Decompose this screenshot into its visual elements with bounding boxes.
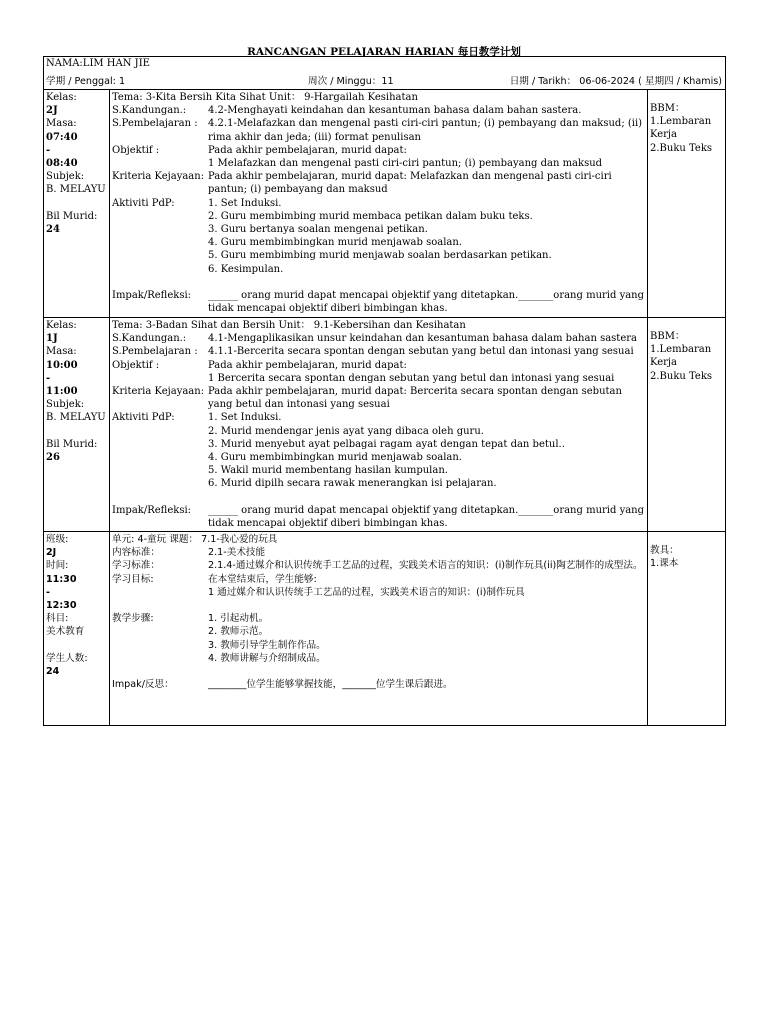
detail-row [112, 249, 645, 262]
pupil-count-label: Bil Murid: [46, 210, 98, 222]
detail-value: 3. Murid menyebut ayat pelbagai ragam ayat dengan tepat dan betul.. [208, 438, 565, 450]
detail-value: 6. Kesimpulan. [208, 263, 284, 275]
detail-value: 4. Guru membimbingkan murid menjawab soalan. [208, 237, 462, 249]
detail-value: 2. 教师示范。 [208, 626, 269, 638]
detail-value: 1 Melafazkan dan mengenal pasti ciri-ciri pantun; (i) pembayang dan maksud [208, 158, 603, 170]
time-label: Masa: [46, 118, 77, 130]
detail-value: 4.1.1-Bercerita secara spontan dengan sebutan yang betul dan intonasi yang sesuai [208, 346, 634, 358]
detail-row [112, 586, 645, 599]
time-end: 08:40 [46, 158, 78, 170]
detail-label [112, 210, 208, 223]
teaching-aid-item: 2.Buku Teks [650, 142, 713, 154]
teaching-aid-item: BBM： [650, 331, 685, 342]
teaching-aids [648, 318, 725, 531]
detail-label [112, 236, 208, 249]
time-start: 11:30 [46, 573, 77, 585]
detail-row [112, 197, 645, 210]
detail-row [112, 345, 645, 358]
detail-label [112, 425, 208, 438]
detail-value: 2.1-美术技能 [208, 547, 266, 559]
lesson-plan-sheet [43, 56, 726, 726]
week: 周次 / Minggu：11 [308, 76, 394, 87]
teaching-aid-item: 1.Lembaran Kerja [650, 116, 712, 141]
detail-label [112, 599, 208, 612]
detail-row [112, 438, 645, 451]
term: 学期 / Penggal: 1 [46, 76, 126, 87]
detail-row [112, 652, 645, 665]
teaching-aids [648, 532, 725, 725]
detail-label [112, 372, 208, 385]
detail-label: Aktiviti PdP: [112, 197, 175, 209]
detail-value: 3. 教师引导学生制作作品。 [208, 639, 326, 651]
date: 日期 / Tarikh： 06-06-2024 ( 星期四 / Khamis) [509, 76, 722, 87]
detail-label: 学习标准： [112, 560, 160, 572]
time-start: 07:40 [46, 131, 78, 143]
detail-row [112, 385, 645, 411]
pupil-count-label: Bil Murid: [46, 438, 98, 450]
detail-value: 在本堂结束后，学生能够: [208, 573, 317, 585]
reflection-label: Impak/Refleksi: [112, 504, 192, 516]
class-info [44, 318, 110, 531]
teaching-aid-item: 1.课本 [650, 558, 679, 570]
detail-value: 5. Guru membimbing murid menjawab soalan berdasarkan petikan. [208, 250, 552, 262]
lesson-details [110, 318, 648, 531]
detail-row [112, 625, 645, 638]
reflection-row [112, 504, 645, 530]
detail-row [112, 359, 645, 372]
detail-label [112, 223, 208, 236]
detail-label: S.Pembelajaran : [112, 118, 198, 130]
detail-value: 2. Murid mendengar jenis ayat yang dibaca oleh guru. [208, 425, 484, 437]
detail-row [112, 425, 645, 438]
teaching-aid-item: 2.Buku Teks [650, 370, 713, 382]
detail-label: S.Pembelajaran : [112, 346, 198, 358]
reflection-text: ______ orang murid dapat mencapai objektif yang ditetapkan._______orang murid yang tidak mencapai objektif diberi bimbingan khas. [208, 290, 645, 315]
detail-row [112, 612, 645, 625]
detail-value: 3. Guru bertanya soalan mengenai petikan. [208, 224, 428, 236]
detail-row [112, 223, 645, 236]
class-label: 班级: [46, 534, 69, 545]
lesson-details [110, 90, 648, 317]
detail-label: Kriteria Kejayaan: [112, 171, 205, 183]
subject-label: 科目: [46, 613, 69, 625]
time-dash: - [46, 372, 51, 384]
detail-value: 4. Guru membimbingkan murid menjawab soalan. [208, 452, 462, 464]
detail-row [112, 263, 645, 276]
detail-label: Objektif : [112, 144, 160, 156]
time-start: 10:00 [46, 359, 78, 371]
detail-row [112, 411, 645, 424]
subject-label: Subjek: [46, 171, 85, 183]
class-value: 2J [46, 547, 57, 559]
detail-value [208, 599, 645, 612]
detail-row [112, 639, 645, 652]
detail-label: Objektif : [112, 359, 160, 371]
class-value: 1J [46, 333, 58, 345]
detail-label [112, 263, 208, 276]
lesson-section [44, 318, 725, 532]
detail-row [112, 372, 645, 385]
time-label: Masa: [46, 346, 77, 358]
detail-row [112, 210, 645, 223]
class-info [44, 532, 110, 725]
detail-row [112, 170, 645, 196]
detail-label: S.Kandungan.: [112, 105, 187, 117]
teaching-aid-item: 教具： [650, 545, 679, 556]
detail-value: 6. Murid dipilh secara rawak menerangkan isi pelajaran. [208, 478, 497, 490]
pupil-count-label: 学生人数: [46, 652, 88, 664]
detail-label [112, 451, 208, 464]
subject-value: 美术教育 [46, 626, 85, 638]
teacher-name: NAMA:LIM HAN JIE [46, 58, 150, 69]
document-title: RANCANGAN PELAJARAN HARIAN 每日教学计划 [247, 46, 521, 58]
detail-value: Pada akhir pembelajaran, murid dapat: Melafazkan dan mengenal pasti ciri-ciri pantun; (i) pembayang dan maksud [208, 171, 612, 196]
time-dash: - [46, 144, 51, 156]
detail-row [112, 599, 645, 612]
detail-label [112, 464, 208, 477]
reflection-row [112, 678, 645, 691]
detail-label [112, 639, 208, 652]
time-dash: - [46, 586, 50, 598]
teaching-aid-item: 1.Lembaran Kerja [650, 344, 712, 369]
detail-label: Kriteria Kejayaan: [112, 386, 205, 398]
time-end: 12:30 [46, 600, 77, 612]
pupil-count-value: 24 [46, 666, 60, 678]
detail-label: 教学步骤: [112, 613, 154, 625]
detail-label [112, 652, 208, 665]
reflection-text: ________位学生能够掌握技能，_______位学生课后跟进。 [208, 679, 453, 691]
detail-value: 1. Set Induksi. [208, 197, 282, 209]
detail-row [112, 464, 645, 477]
reflection-label: Impak/Refleksi: [112, 290, 192, 302]
detail-value: 4.1-Mengaplikasikan unsur keindahan dan kesantuman bahasa dalam bahan sastera [208, 333, 637, 345]
time-label: 时间: [46, 560, 69, 572]
reflection-text: ______ orang murid dapat mencapai objektif yang ditetapkan._______orang murid yang tidak mencapai objektif diberi bimbingan khas. [208, 504, 645, 530]
detail-value: 5. Wakil murid membentang hasilan kumpulan. [208, 465, 448, 477]
teaching-aid-item: BBM： [650, 103, 685, 114]
detail-label [112, 586, 208, 599]
detail-value: 1. 引起动机。 [208, 613, 269, 625]
detail-label [112, 249, 208, 262]
time-end: 11:00 [46, 386, 78, 398]
detail-label: 学习目标: [112, 573, 154, 585]
detail-value: 4.2.1-Melafazkan dan mengenal pasti ciri-ciri pantun; (i) pembayang dan maksud; (ii) rima akhir dan jeda; (iii) format penulisan [208, 118, 643, 143]
detail-row [112, 144, 645, 157]
detail-row [112, 117, 645, 143]
detail-label: Aktiviti PdP: [112, 412, 175, 424]
detail-label: 内容标准： [112, 547, 160, 559]
teaching-aids [648, 90, 725, 317]
lesson-section [44, 90, 725, 318]
class-label: Kelas: [46, 92, 77, 103]
theme-unit: 单元: 4-童玩 课题： 7.1-我心爱的玩具 [112, 534, 278, 545]
lesson-section [44, 532, 725, 725]
detail-row [112, 573, 645, 586]
detail-row [112, 546, 645, 559]
class-info [44, 90, 110, 317]
teacher-header [44, 57, 725, 90]
detail-value: 1. Set Induksi. [208, 412, 282, 424]
subject-value: B. MELAYU [46, 412, 106, 424]
detail-row [112, 477, 645, 490]
detail-row [112, 559, 645, 572]
detail-label: S.Kandungan.: [112, 333, 187, 345]
reflection-row [112, 289, 645, 315]
detail-label [112, 477, 208, 490]
detail-value: 4.2-Menghayati keindahan dan kesantuman bahasa dalam bahan sastera. [208, 105, 582, 117]
class-label: Kelas: [46, 320, 77, 331]
detail-label [112, 625, 208, 638]
subject-value: B. MELAYU [46, 184, 106, 196]
detail-label [112, 157, 208, 170]
theme-unit: Tema: 3-Kita Bersih Kita Sihat Unit： 9-Hargailah Kesihatan [112, 92, 418, 103]
reflection-label: Impak/反思： [112, 679, 174, 691]
lesson-details [110, 532, 648, 725]
detail-row [112, 104, 645, 117]
detail-value: 2. Guru membimbing murid membaca petikan dalam buku teks. [208, 210, 533, 222]
detail-value: 2.1.4-通过媒介和认识传统手工艺品的过程，实践美术语言的知识：(i)制作玩具(ii)陶艺制作的成型法。 [208, 560, 643, 572]
detail-value: Pada akhir pembelajaran, murid dapat: Bercerita secara spontan dengan sebutan yang betul dan intonasi yang sesuai [208, 386, 622, 411]
theme-unit: Tema: 3-Badan Sihat dan Bersih Unit： 9.1-Kebersihan dan Kesihatan [112, 320, 466, 331]
subject-label: Subjek: [46, 399, 85, 411]
detail-value: 1 通过媒介和认识传统手工艺品的过程，实践美术语言的知识：(i)制作玩具 [208, 586, 525, 598]
detail-row [112, 236, 645, 249]
detail-value: 4. 教师讲解与介绍制成品。 [208, 652, 326, 664]
detail-label [112, 438, 208, 451]
detail-row [112, 332, 645, 345]
detail-value: Pada akhir pembelajaran, murid dapat: [208, 144, 407, 156]
class-value: 2J [46, 105, 58, 117]
detail-value: 1 Bercerita secara spontan dengan sebutan yang betul dan intonasi yang sesuai [208, 372, 615, 384]
detail-row [112, 451, 645, 464]
pupil-count-value: 26 [46, 452, 60, 464]
detail-value: Pada akhir pembelajaran, murid dapat: [208, 359, 407, 371]
pupil-count-value: 24 [46, 224, 60, 236]
detail-row [112, 157, 645, 170]
